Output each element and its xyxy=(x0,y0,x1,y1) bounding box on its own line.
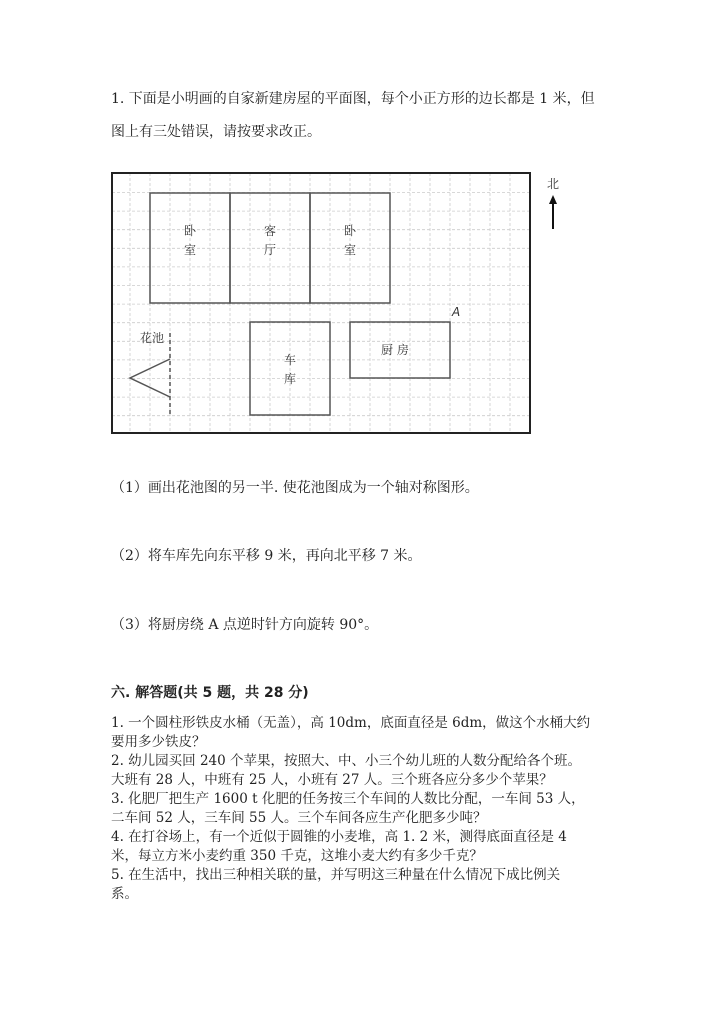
garage-label-2: 库 xyxy=(284,372,297,386)
problem-line: 1. 一个圆柱形铁皮水桶（无盖），高 10dm，底面直径是 6dm，做这个水桶大约 xyxy=(111,715,591,731)
problem-line: 系。 xyxy=(111,886,138,902)
north-arrow-icon xyxy=(549,195,557,229)
floor-plan-figure xyxy=(0,0,720,460)
bedroom-left-label-2: 室 xyxy=(184,243,197,257)
problem-line: 要用多少铁皮？ xyxy=(111,734,206,750)
problem-line: 大班有 28 人，中班有 25 人，小班有 27 人。三个班各应分多少个苹果？ xyxy=(111,772,553,788)
problem-line: 2. 幼儿园买回 240 个苹果，按照大、中、小三个幼儿班的人数分配给各个班。 xyxy=(111,753,582,769)
kitchen-label: 厨 房 xyxy=(381,343,409,357)
question-text-line2: 图上有三处错误，请按要求改正。 xyxy=(111,124,321,140)
living-label-2: 厅 xyxy=(264,243,277,257)
problem-line: 米，每立方米小麦约重 350 千克，这堆小麦大约有多少千克？ xyxy=(111,848,483,864)
bedroom-left-label-1: 卧 xyxy=(184,224,197,238)
question-text-line1: 1. 下面是小明画的自家新建房屋的平面图，每个小正方形的边长都是 1 米，但 xyxy=(111,91,595,107)
task-2: （2）将车库先向东平移 9 米，再向北平移 7 米。 xyxy=(111,548,422,564)
problem-line: 5. 在生活中，找出三种相关联的量，并写明这三种量在什么情况下成比例关 xyxy=(111,867,561,883)
problem-line: 二车间 52 人，三车间 55 人。三个车间各应生产化肥多少吨？ xyxy=(111,810,487,826)
problem-line: 3. 化肥厂把生产 1600 t 化肥的任务按三个车间的人数比分配，一车间 53 人， xyxy=(111,791,585,807)
point-a-label: A xyxy=(452,305,461,319)
problem-line: 4. 在打谷场上，有一个近似于圆锥的小麦堆，高 1. 2 米，测得底面直径是 4 xyxy=(111,829,567,845)
task-1: （1）画出花池图的另一半. 使花池图成为一个轴对称图形。 xyxy=(111,480,479,496)
flower-pond-label: 花池 xyxy=(140,331,165,345)
living-label-1: 客 xyxy=(264,224,277,238)
garage-label-1: 车 xyxy=(284,353,297,367)
bedroom-right-label-1: 卧 xyxy=(344,224,357,238)
bedroom-right-label-2: 室 xyxy=(344,243,357,257)
section-heading: 六. 解答题(共 5 题，共 28 分) xyxy=(111,685,309,701)
task-3: （3）将厨房绕 A 点逆时针方向旋转 90°。 xyxy=(111,617,379,633)
north-label: 北 xyxy=(547,177,560,191)
